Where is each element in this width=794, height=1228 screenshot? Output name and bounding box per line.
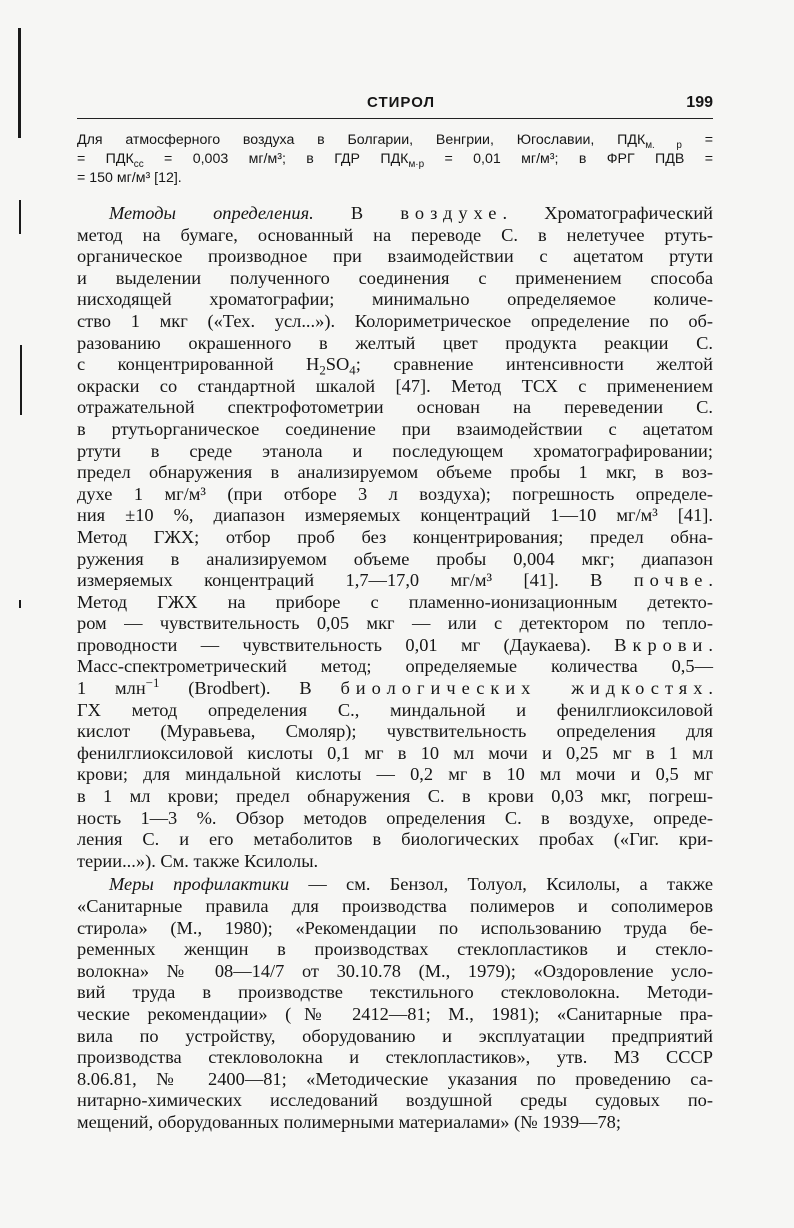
page-number: 199	[686, 94, 713, 111]
text-line: терии...»). См. также Ксилолы.	[77, 850, 319, 871]
book-page	[77, 90, 713, 1134]
text-line: ртути в среде этанола и последующем хроматографировании;	[77, 440, 713, 461]
text-line: 1 млн$^{-1}$ (Brodbert). В биологических жидкостях.	[77, 675, 713, 699]
text-line: окраски со стандартной шкалой [47]. Метод ТСХ с применением	[77, 375, 713, 396]
text-line: нисходящей хроматографии; минимально определяемое количе-	[77, 289, 713, 310]
text-line: ГХ метод определения С., миндальной и фенилглиоксиловой	[77, 699, 713, 720]
text-line: фенилглиоксиловой кислоты 0,1 мг в 10 мл мочи и 0,25 мг в 1 мл	[77, 742, 713, 763]
text-line: с концентрированной $H_2SO_4$; сравнение интенсивности желтой	[77, 354, 713, 378]
text-line: отражательной спектрофотометрии основан на переведении С.	[77, 397, 713, 418]
text-line: ния ±10 %, диапазон измеряемых концентраций 1—10 мг/м³ [41].	[77, 505, 713, 526]
scan-margin-mark	[19, 200, 21, 234]
text-line: ность 1—3 %. Обзор методов определения С. в воздухе, опреде-	[77, 807, 713, 828]
text-line: вий труда в производстве текстильного стекловолокна. Методи-	[77, 982, 713, 1003]
text-line: разованию окрашенного в желтый цвет продукта реакции С.	[77, 332, 713, 353]
text-line: волокна» № 08—14/7 от 30.10.78 (М., 1979); «Оздоровление усло-	[77, 960, 713, 981]
text-line: крови; для миндальной кислоты — 0,2 мг в 10 мл мочи и 0,5 мг	[77, 764, 713, 785]
text-line: Меры профилактики — см. Бензол, Толуол, Ксилолы, а также	[109, 874, 713, 895]
text-line: производства стекловолокна и стеклопластиков», утв. МЗ СССР	[77, 1047, 713, 1068]
scan-margin-mark	[19, 600, 21, 608]
text-line: ления С. и его метаболитов в биологических пробах («Гиг. кри-	[77, 829, 713, 850]
text-line: ство 1 мкг («Тех. усл...»). Колориметрическое определение по об-	[77, 310, 713, 331]
text-line: в 1 мл крови; предел обнаружения С. в крови 0,03 мкг, погреш-	[77, 786, 713, 807]
text-line: мещений, оборудованных полимерными материалами» (№ 1939—78;	[77, 1111, 621, 1132]
note-paragraph	[77, 131, 713, 188]
text-line: ром — чувствительность 0,05 мкг — или с детектором по тепло-	[77, 613, 713, 634]
text-line: ременных женщин в производствах стеклопластиков и стекло-	[77, 939, 713, 960]
text-line: Для атмосферного воздуха в Болгарии, Венгрии, Югославии, $ПДК_{м. р}$ =	[77, 132, 714, 151]
text-line: «Санитарные правила для производства полимеров и сополимеров	[77, 896, 713, 916]
page-header	[77, 90, 713, 119]
text-line: = 150 мг/м³ [12].	[77, 170, 182, 186]
text-line: нитарно-химических исследований воздушной среды судовых по-	[77, 1090, 713, 1111]
text-line: духе 1 мг/м³ (при отборе 3 л воздуха); погрешность определе-	[77, 483, 713, 504]
methods-paragraph	[77, 203, 713, 872]
scan-margin-mark	[20, 345, 22, 415]
text-line: вила по устройству, оборудованию и эксплуатации предприятий	[77, 1025, 713, 1046]
text-line: Масс-спектрометрический метод; определяемые количества 0,5—	[77, 656, 713, 677]
text-line: проводности — чувствительность 0,01 мг (Даукаева). Вкрови.	[77, 634, 713, 655]
text-line: и выделении полученного соединения с применением способа	[77, 267, 713, 288]
text-line: в ртутьорганическое соединение при взаимодействии с ацетатом	[77, 418, 713, 439]
text-line: Метод ГЖХ на приборе с пламенно-ионизационным детекто-	[77, 591, 713, 612]
text-line: стирола» (М., 1980); «Рекомендации по использованию труда бе-	[77, 917, 713, 938]
text-line: ческие рекомендации» (№ 2412—81; М., 1981); «Санитарные пра-	[77, 1003, 713, 1024]
text-line: Методы определения. В воздухе. Хроматографический	[109, 203, 714, 223]
text-line: 8.06.81, № 2400—81; «Методические указания по проведению са-	[77, 1068, 713, 1089]
text-line: = $ПДК_{сс} = 0,003$ мг/м³; в ГДР $ПДК_{м\cdot р} = 0,01$ мг/м³; в ФРГ ПДВ =	[77, 151, 713, 170]
text-line: органическое производное при взаимодействии с ацетатом ртути	[77, 246, 713, 267]
text-line: метод на бумаге, основанный на переводе С. в нелетучее ртуть-	[77, 224, 713, 245]
running-title: СТИРОЛ	[367, 94, 436, 111]
text-line: Метод ГЖХ; отбор проб без концентрирования; предел обна-	[77, 526, 713, 547]
scan-margin-mark	[18, 28, 21, 138]
prevention-paragraph	[77, 874, 713, 1133]
text-line: кислот (Муравьева, Смоляр); чувствительность определения для	[77, 721, 713, 742]
text-line: ружения в анализируемом объеме пробы 0,004 мкг; диапазон	[77, 548, 713, 569]
text-line: предел обнаружения в анализируемом объеме пробы 1 мкг, в воз-	[77, 462, 713, 483]
text-line: измеряемых концентраций 1,7—17,0 мг/м³ [41]. В почве.	[77, 570, 713, 591]
